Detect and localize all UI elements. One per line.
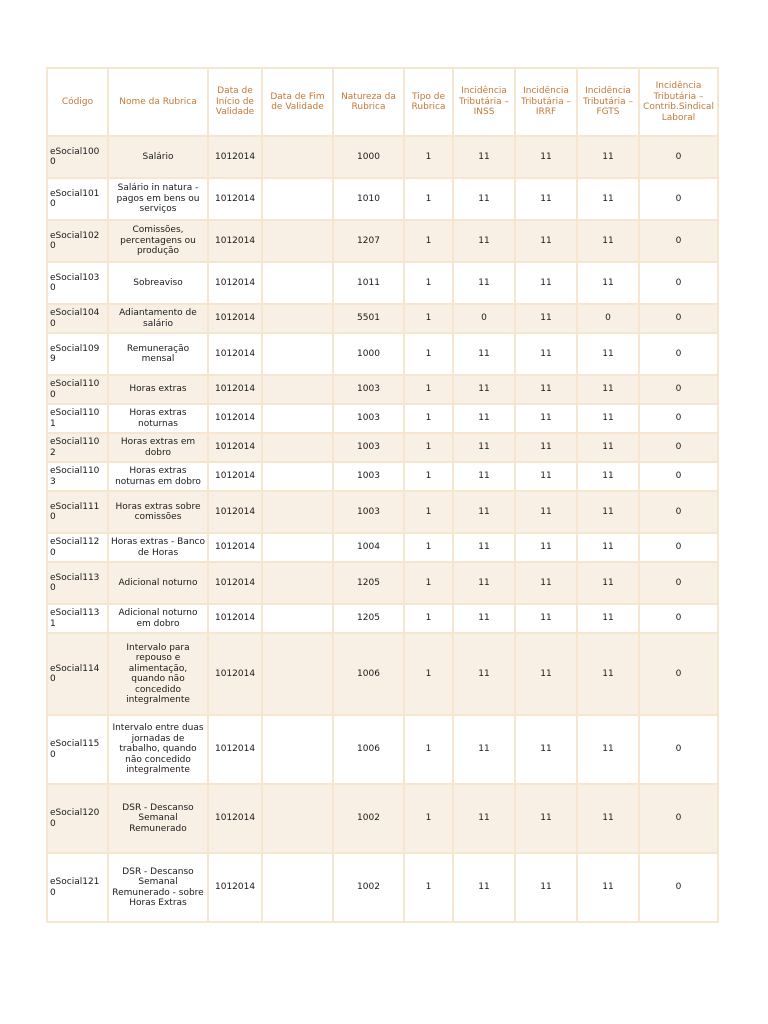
cell-natureza: 1002 bbox=[333, 853, 404, 922]
cell-irrf: 11 bbox=[515, 136, 577, 178]
cell-tipo: 1 bbox=[404, 462, 453, 491]
cell-tipo: 1 bbox=[404, 491, 453, 533]
cell-data-fim bbox=[262, 715, 333, 784]
cell-natureza: 1003 bbox=[333, 491, 404, 533]
cell-data-fim bbox=[262, 491, 333, 533]
cell-irrf: 11 bbox=[515, 533, 577, 562]
cell-contrib-sindical: 0 bbox=[639, 404, 718, 433]
header-data-inicio: Data de Início de Validade bbox=[208, 68, 262, 136]
table-row bbox=[47, 433, 718, 462]
cell-data-fim bbox=[262, 404, 333, 433]
cell-contrib-sindical: 0 bbox=[639, 562, 718, 604]
cell-nome: Remuneração mensal bbox=[108, 333, 208, 375]
cell-natureza: 1003 bbox=[333, 404, 404, 433]
header-inss: Incidência Tributária – INSS bbox=[453, 68, 515, 136]
cell-data-inicio: 1012014 bbox=[208, 633, 262, 715]
cell-tipo: 1 bbox=[404, 604, 453, 633]
cell-natureza: 1002 bbox=[333, 784, 404, 853]
table-header bbox=[47, 68, 718, 136]
cell-data-inicio: 1012014 bbox=[208, 562, 262, 604]
cell-data-inicio: 1012014 bbox=[208, 404, 262, 433]
cell-tipo: 1 bbox=[404, 375, 453, 404]
cell-tipo: 1 bbox=[404, 533, 453, 562]
cell-irrf: 11 bbox=[515, 304, 577, 333]
cell-irrf: 11 bbox=[515, 715, 577, 784]
cell-contrib-sindical: 0 bbox=[639, 715, 718, 784]
header-nome-rubrica: Nome da Rubrica bbox=[108, 68, 208, 136]
table-row bbox=[47, 633, 718, 715]
cell-natureza: 1000 bbox=[333, 136, 404, 178]
cell-codigo: eSocial1040 bbox=[47, 304, 108, 333]
cell-inss: 11 bbox=[453, 562, 515, 604]
cell-tipo: 1 bbox=[404, 262, 453, 304]
cell-inss: 11 bbox=[453, 604, 515, 633]
cell-fgts: 11 bbox=[577, 562, 639, 604]
cell-fgts: 11 bbox=[577, 633, 639, 715]
table-row bbox=[47, 533, 718, 562]
cell-codigo: eSocial1030 bbox=[47, 262, 108, 304]
cell-inss: 11 bbox=[453, 853, 515, 922]
cell-data-inicio: 1012014 bbox=[208, 462, 262, 491]
cell-fgts: 11 bbox=[577, 178, 639, 220]
cell-tipo: 1 bbox=[404, 333, 453, 375]
cell-natureza: 1006 bbox=[333, 633, 404, 715]
table-row bbox=[47, 491, 718, 533]
cell-inss: 11 bbox=[453, 404, 515, 433]
cell-fgts: 11 bbox=[577, 136, 639, 178]
cell-fgts: 11 bbox=[577, 404, 639, 433]
header-natureza: Natureza da Rubrica bbox=[333, 68, 404, 136]
cell-nome: Comissões, percentagens ou produção bbox=[108, 220, 208, 262]
header-row bbox=[47, 68, 718, 136]
cell-fgts: 11 bbox=[577, 533, 639, 562]
cell-inss: 11 bbox=[453, 333, 515, 375]
cell-irrf: 11 bbox=[515, 491, 577, 533]
cell-inss: 11 bbox=[453, 375, 515, 404]
cell-contrib-sindical: 0 bbox=[639, 633, 718, 715]
cell-data-fim bbox=[262, 533, 333, 562]
cell-natureza: 1004 bbox=[333, 533, 404, 562]
table-row bbox=[47, 462, 718, 491]
cell-codigo: eSocial1101 bbox=[47, 404, 108, 433]
cell-data-fim bbox=[262, 220, 333, 262]
cell-tipo: 1 bbox=[404, 136, 453, 178]
table-body bbox=[47, 136, 718, 922]
cell-codigo: eSocial1200 bbox=[47, 784, 108, 853]
cell-nome: Horas extras noturnas em dobro bbox=[108, 462, 208, 491]
cell-data-inicio: 1012014 bbox=[208, 491, 262, 533]
cell-inss: 11 bbox=[453, 178, 515, 220]
cell-data-fim bbox=[262, 853, 333, 922]
cell-nome: Adicional noturno em dobro bbox=[108, 604, 208, 633]
cell-data-fim bbox=[262, 375, 333, 404]
cell-data-fim bbox=[262, 304, 333, 333]
cell-contrib-sindical: 0 bbox=[639, 304, 718, 333]
table-row bbox=[47, 178, 718, 220]
table-row bbox=[47, 604, 718, 633]
cell-data-inicio: 1012014 bbox=[208, 433, 262, 462]
cell-tipo: 1 bbox=[404, 404, 453, 433]
table-row bbox=[47, 404, 718, 433]
cell-data-inicio: 1012014 bbox=[208, 853, 262, 922]
table-row bbox=[47, 562, 718, 604]
cell-tipo: 1 bbox=[404, 853, 453, 922]
cell-data-inicio: 1012014 bbox=[208, 715, 262, 784]
cell-data-inicio: 1012014 bbox=[208, 304, 262, 333]
cell-nome: Intervalo entre duas jornadas de trabalho, quando não concedido integralmente bbox=[108, 715, 208, 784]
cell-natureza: 5501 bbox=[333, 304, 404, 333]
cell-inss: 11 bbox=[453, 715, 515, 784]
cell-codigo: eSocial1020 bbox=[47, 220, 108, 262]
cell-tipo: 1 bbox=[404, 433, 453, 462]
cell-inss: 0 bbox=[453, 304, 515, 333]
cell-nome: Horas extras - Banco de Horas bbox=[108, 533, 208, 562]
cell-nome: Salário in natura - pagos em bens ou serviços bbox=[108, 178, 208, 220]
cell-inss: 11 bbox=[453, 433, 515, 462]
cell-contrib-sindical: 0 bbox=[639, 853, 718, 922]
cell-irrf: 11 bbox=[515, 604, 577, 633]
table-row bbox=[47, 784, 718, 853]
cell-codigo: eSocial1110 bbox=[47, 491, 108, 533]
cell-irrf: 11 bbox=[515, 633, 577, 715]
cell-tipo: 1 bbox=[404, 562, 453, 604]
cell-data-fim bbox=[262, 178, 333, 220]
table-row bbox=[47, 304, 718, 333]
cell-tipo: 1 bbox=[404, 304, 453, 333]
cell-irrf: 11 bbox=[515, 178, 577, 220]
cell-irrf: 11 bbox=[515, 262, 577, 304]
cell-irrf: 11 bbox=[515, 784, 577, 853]
cell-fgts: 11 bbox=[577, 462, 639, 491]
cell-natureza: 1006 bbox=[333, 715, 404, 784]
cell-fgts: 11 bbox=[577, 375, 639, 404]
cell-contrib-sindical: 0 bbox=[639, 491, 718, 533]
table-row bbox=[47, 220, 718, 262]
cell-data-inicio: 1012014 bbox=[208, 604, 262, 633]
cell-natureza: 1205 bbox=[333, 604, 404, 633]
table-row bbox=[47, 136, 718, 178]
table-row bbox=[47, 333, 718, 375]
cell-natureza: 1003 bbox=[333, 462, 404, 491]
cell-natureza: 1207 bbox=[333, 220, 404, 262]
cell-codigo: eSocial1210 bbox=[47, 853, 108, 922]
cell-inss: 11 bbox=[453, 633, 515, 715]
cell-codigo: eSocial1130 bbox=[47, 562, 108, 604]
header-codigo: Código bbox=[47, 68, 108, 136]
cell-fgts: 11 bbox=[577, 333, 639, 375]
cell-contrib-sindical: 0 bbox=[639, 462, 718, 491]
cell-nome: Horas extras bbox=[108, 375, 208, 404]
cell-data-inicio: 1012014 bbox=[208, 220, 262, 262]
cell-inss: 11 bbox=[453, 462, 515, 491]
cell-inss: 11 bbox=[453, 784, 515, 853]
cell-natureza: 1000 bbox=[333, 333, 404, 375]
cell-data-fim bbox=[262, 633, 333, 715]
cell-fgts: 11 bbox=[577, 604, 639, 633]
header-fgts: Incidência Tributária – FGTS bbox=[577, 68, 639, 136]
cell-contrib-sindical: 0 bbox=[639, 262, 718, 304]
cell-nome: Salário bbox=[108, 136, 208, 178]
cell-fgts: 11 bbox=[577, 491, 639, 533]
cell-inss: 11 bbox=[453, 491, 515, 533]
cell-data-fim bbox=[262, 262, 333, 304]
cell-tipo: 1 bbox=[404, 784, 453, 853]
cell-inss: 11 bbox=[453, 136, 515, 178]
cell-fgts: 11 bbox=[577, 220, 639, 262]
cell-fgts: 11 bbox=[577, 853, 639, 922]
cell-natureza: 1010 bbox=[333, 178, 404, 220]
cell-natureza: 1003 bbox=[333, 433, 404, 462]
header-contrib-sindical: Incidência Tributária – Contrib.Sindical Laboral bbox=[639, 68, 718, 136]
cell-nome: Intervalo para repouso e alimentação, quando não concedido integralmente bbox=[108, 633, 208, 715]
cell-data-inicio: 1012014 bbox=[208, 136, 262, 178]
cell-contrib-sindical: 0 bbox=[639, 375, 718, 404]
cell-fgts: 11 bbox=[577, 784, 639, 853]
cell-inss: 11 bbox=[453, 220, 515, 262]
cell-codigo: eSocial1102 bbox=[47, 433, 108, 462]
cell-data-fim bbox=[262, 333, 333, 375]
header-data-fim: Data de Fim de Validade bbox=[262, 68, 333, 136]
cell-codigo: eSocial1000 bbox=[47, 136, 108, 178]
cell-nome: DSR - Descanso Semanal Remunerado bbox=[108, 784, 208, 853]
cell-data-fim bbox=[262, 784, 333, 853]
cell-natureza: 1003 bbox=[333, 375, 404, 404]
cell-codigo: eSocial1010 bbox=[47, 178, 108, 220]
cell-contrib-sindical: 0 bbox=[639, 533, 718, 562]
cell-fgts: 11 bbox=[577, 433, 639, 462]
cell-codigo: eSocial1103 bbox=[47, 462, 108, 491]
cell-irrf: 11 bbox=[515, 220, 577, 262]
table-row bbox=[47, 375, 718, 404]
cell-contrib-sindical: 0 bbox=[639, 220, 718, 262]
cell-data-inicio: 1012014 bbox=[208, 784, 262, 853]
cell-irrf: 11 bbox=[515, 562, 577, 604]
cell-data-fim bbox=[262, 433, 333, 462]
cell-inss: 11 bbox=[453, 533, 515, 562]
cell-irrf: 11 bbox=[515, 462, 577, 491]
cell-inss: 11 bbox=[453, 262, 515, 304]
cell-data-inicio: 1012014 bbox=[208, 533, 262, 562]
cell-contrib-sindical: 0 bbox=[639, 333, 718, 375]
header-irrf: Incidência Tributária – IRRF bbox=[515, 68, 577, 136]
cell-contrib-sindical: 0 bbox=[639, 604, 718, 633]
cell-fgts: 11 bbox=[577, 262, 639, 304]
header-tipo: Tipo de Rubrica bbox=[404, 68, 453, 136]
cell-tipo: 1 bbox=[404, 633, 453, 715]
cell-data-inicio: 1012014 bbox=[208, 375, 262, 404]
cell-nome: Adiantamento de salário bbox=[108, 304, 208, 333]
cell-data-inicio: 1012014 bbox=[208, 333, 262, 375]
cell-codigo: eSocial1100 bbox=[47, 375, 108, 404]
cell-tipo: 1 bbox=[404, 178, 453, 220]
cell-data-fim bbox=[262, 562, 333, 604]
cell-contrib-sindical: 0 bbox=[639, 433, 718, 462]
table-row bbox=[47, 262, 718, 304]
cell-fgts: 0 bbox=[577, 304, 639, 333]
cell-nome: Horas extras sobre comissões bbox=[108, 491, 208, 533]
cell-nome: Sobreaviso bbox=[108, 262, 208, 304]
cell-data-fim bbox=[262, 462, 333, 491]
cell-tipo: 1 bbox=[404, 715, 453, 784]
cell-contrib-sindical: 0 bbox=[639, 178, 718, 220]
cell-irrf: 11 bbox=[515, 333, 577, 375]
cell-data-inicio: 1012014 bbox=[208, 178, 262, 220]
cell-natureza: 1011 bbox=[333, 262, 404, 304]
cell-irrf: 11 bbox=[515, 433, 577, 462]
table-row bbox=[47, 853, 718, 922]
cell-codigo: eSocial1131 bbox=[47, 604, 108, 633]
cell-nome: Horas extras noturnas bbox=[108, 404, 208, 433]
cell-natureza: 1205 bbox=[333, 562, 404, 604]
cell-fgts: 11 bbox=[577, 715, 639, 784]
cell-irrf: 11 bbox=[515, 853, 577, 922]
cell-data-inicio: 1012014 bbox=[208, 262, 262, 304]
cell-contrib-sindical: 0 bbox=[639, 136, 718, 178]
cell-data-fim bbox=[262, 136, 333, 178]
cell-codigo: eSocial1120 bbox=[47, 533, 108, 562]
cell-codigo: eSocial1140 bbox=[47, 633, 108, 715]
cell-nome: Adicional noturno bbox=[108, 562, 208, 604]
cell-irrf: 11 bbox=[515, 404, 577, 433]
cell-codigo: eSocial1150 bbox=[47, 715, 108, 784]
rubricas-table bbox=[46, 67, 719, 923]
cell-nome: DSR - Descanso Semanal Remunerado - sobre Horas Extras bbox=[108, 853, 208, 922]
cell-irrf: 11 bbox=[515, 375, 577, 404]
cell-data-fim bbox=[262, 604, 333, 633]
cell-tipo: 1 bbox=[404, 220, 453, 262]
cell-nome: Horas extras em dobro bbox=[108, 433, 208, 462]
cell-codigo: eSocial1099 bbox=[47, 333, 108, 375]
cell-contrib-sindical: 0 bbox=[639, 784, 718, 853]
table-row bbox=[47, 715, 718, 784]
